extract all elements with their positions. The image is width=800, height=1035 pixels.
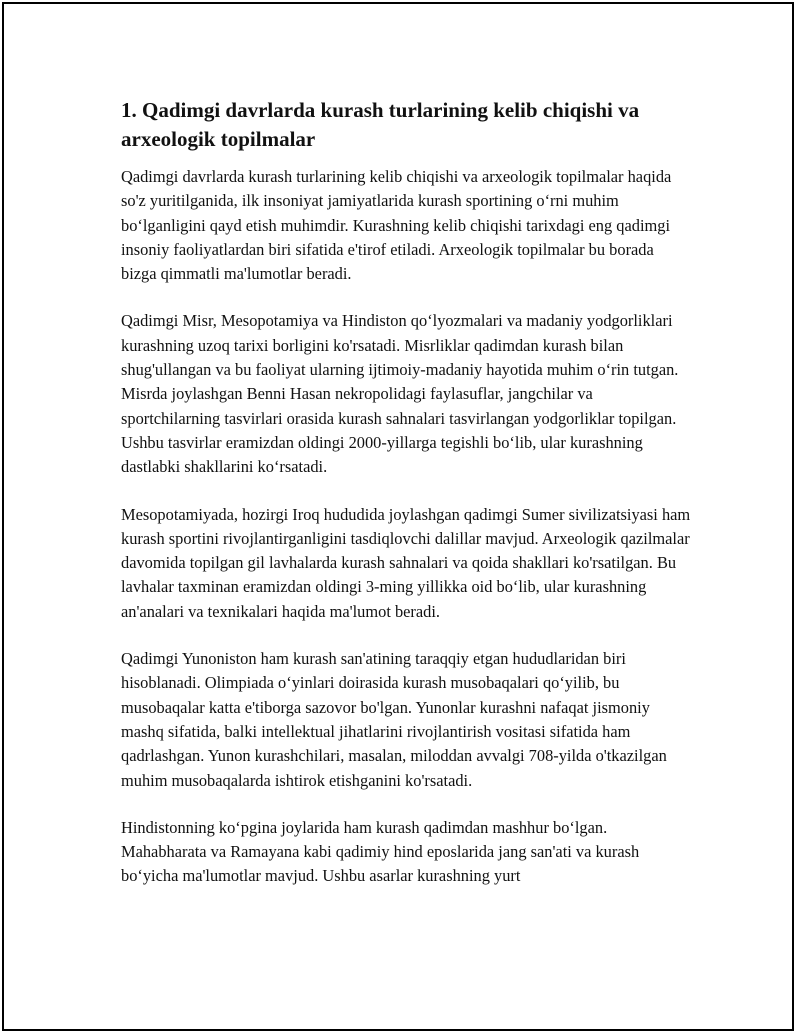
paragraph-3: Mesopotamiyada, hozirgi Iroq hududida joylashgan qadimgi Sumer sivilizatsiyasi ham kurash sportini rivojlantirganligini tasdiqlovchi dalillar mavjud. Arxeologik qazilmalar davomida topilgan gil lavhalarda kurash sahnalari va qoida shakllari ko'rsatilgan. Bu lavhalar taxminan eramizdan oldingi 3-ming yillikka oid bo‘lib, ular kurashning an'analari va texnikalari haqida ma'lumot beradi.	[121, 504, 691, 621]
document-body	[121, 96, 693, 912]
paragraph-2: Qadimgi Misr, Mesopotamiya va Hindiston qo‘lyozmalari va madaniy yodgorliklari kurashning uzoq tarixi borligini ko'rsatadi. Misrliklar qadimdan kurash bilan shug'ullangan va bu faoliyat ularning ijtimoiy-madaniy hayotida muhim o‘rin tutgan. Misrda joylashgan Benni Hasan nekropolidagi faylasuflar, jangchilar va sportchilarning tasvirlari orasida kurash sahnalari tasvirlangan yodgorliklar topilgan. Ushbu tasvirlar eramizdan oldingi 2000-yillarga tegishli bo‘lib, ular kurashning dastlabki shakllarini ko‘rsatadi.	[121, 311, 679, 477]
page-frame	[2, 2, 794, 1031]
paragraph-4: Qadimgi Yunoniston ham kurash san'atining taraqqiy etgan hududlaridan biri hisoblanadi. Olimpiada o‘yinlari doirasida kurash musobaqalari qo‘yilib, bu musobaqalar katta e'tiborga sazovor bo'lgan. Yunonlar kurashni nafaqat jismoniy mashq sifatida, balki intellektual jihatlarini rivojlantirish vositasi sifatida ham qadrlashgan. Yunon kurashchilari, masalan, miloddan avvalgi 708-yilda o'tkazilgan muhim musobaqalarda ishtirok etishganini ko'rsatadi.	[121, 649, 667, 790]
paragraph-5: Hindistonning ko‘pgina joylarida ham kurash qadimdan mashhur bo‘lgan. Mahabharata va Ramayana kabi qadimiy hind eposlarida jang san'ati va kurash bo‘yicha ma'lumotlar mavjud. Ushbu asarlar kurashning yurt	[121, 817, 640, 886]
paragraph-1: Qadimgi davrlarda kurash turlarining kelib chiqishi va arxeologik topilmalar haqida so'z yuritilganida, ilk insoniyat jamiyatlarida kurash sportining o‘rni muhim bo‘lganligini qayd etish muhimdir. Kurashning kelib chiqishi tarixdagi eng qadimgi insoniy faoliyatlardan biri sifatida e'tirof etiladi. Arxeologik topilmalar bu borada bizga qimmatli ma'lumotlar beradi.	[121, 167, 672, 284]
section-heading: 1. Qadimgi davrlarda kurash turlarining kelib chiqishi va arxeologik topilmalar	[121, 98, 640, 151]
